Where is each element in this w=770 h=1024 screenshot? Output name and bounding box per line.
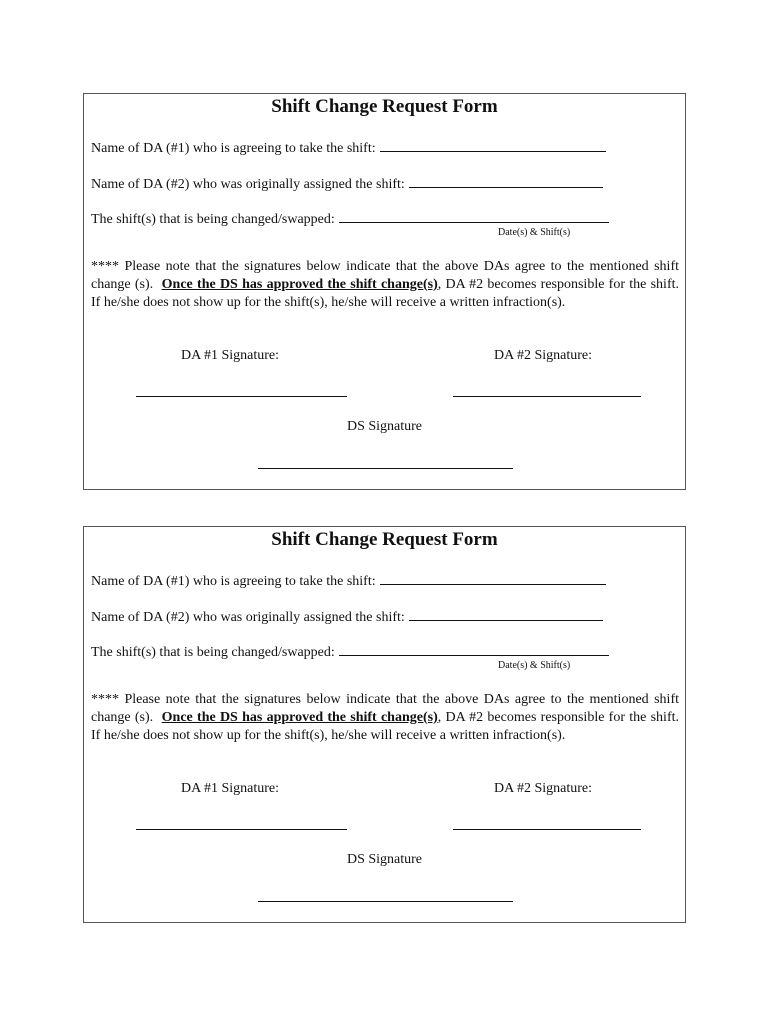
da2-name-label: Name of DA (#2) who was originally assigned the shift: [91, 610, 405, 625]
shift-change-form-1 [83, 93, 686, 490]
shift-caption: Date(s) & Shift(s) [498, 660, 571, 671]
da2-name-blank[interactable] [409, 174, 603, 188]
da1-signature-label: DA #1 Signature: [181, 348, 279, 363]
shift-swapped-blank[interactable] [339, 642, 609, 656]
form-title: Shift Change Request Form [271, 529, 498, 550]
shift-swapped-blank[interactable] [339, 209, 609, 223]
shift-swapped-field [91, 209, 609, 228]
notice-emphasis: Once the DS has approved the shift change(s) [161, 710, 438, 725]
ds-signature-label: DS Signature [346, 852, 423, 867]
notice-rest: , DA #2 becomes responsible for the shift. If he/she does not show up for the shift(s), he/she will receive a written infraction(s). [91, 277, 679, 310]
da2-name-field [91, 174, 603, 193]
form-title: Shift Change Request Form [271, 96, 498, 117]
da1-name-label: Name of DA (#1) who is agreeing to take the shift: [91, 574, 376, 589]
da1-signature-line[interactable] [136, 829, 347, 830]
notice-rest: , DA #2 becomes responsible for the shift. If he/she does not show up for the shift(s), he/she will receive a written infraction(s). [91, 710, 679, 743]
da1-name-label: Name of DA (#1) who is agreeing to take the shift: [91, 141, 376, 156]
da2-name-blank[interactable] [409, 607, 603, 621]
shift-caption: Date(s) & Shift(s) [498, 227, 571, 238]
da1-name-field [91, 571, 606, 590]
ds-signature-line[interactable] [258, 901, 513, 902]
da1-name-field [91, 138, 606, 157]
notice-paragraph [91, 691, 679, 745]
ds-signature-line[interactable] [258, 468, 513, 469]
notice-emphasis: Once the DS has approved the shift change(s) [161, 277, 438, 292]
da1-name-blank[interactable] [380, 571, 606, 585]
da2-name-field [91, 607, 603, 626]
notice-intro: **** Please note that the signatures below indicate that the above DAs agree to the mentioned shift change (s). [91, 692, 679, 725]
shift-swapped-field [91, 642, 609, 661]
da1-name-blank[interactable] [380, 138, 606, 152]
da2-signature-label: DA #2 Signature: [494, 781, 592, 796]
da2-signature-line[interactable] [453, 829, 641, 830]
shift-swapped-label: The shift(s) that is being changed/swapped: [91, 212, 335, 227]
da2-signature-line[interactable] [453, 396, 641, 397]
ds-signature-label: DS Signature [346, 419, 423, 434]
shift-change-form-2 [83, 526, 686, 923]
da1-signature-line[interactable] [136, 396, 347, 397]
da1-signature-label: DA #1 Signature: [181, 781, 279, 796]
notice-paragraph [91, 258, 679, 312]
da2-name-label: Name of DA (#2) who was originally assigned the shift: [91, 177, 405, 192]
shift-swapped-label: The shift(s) that is being changed/swapped: [91, 645, 335, 660]
da2-signature-label: DA #2 Signature: [494, 348, 592, 363]
notice-intro: **** Please note that the signatures below indicate that the above DAs agree to the mentioned shift change (s). [91, 259, 679, 292]
